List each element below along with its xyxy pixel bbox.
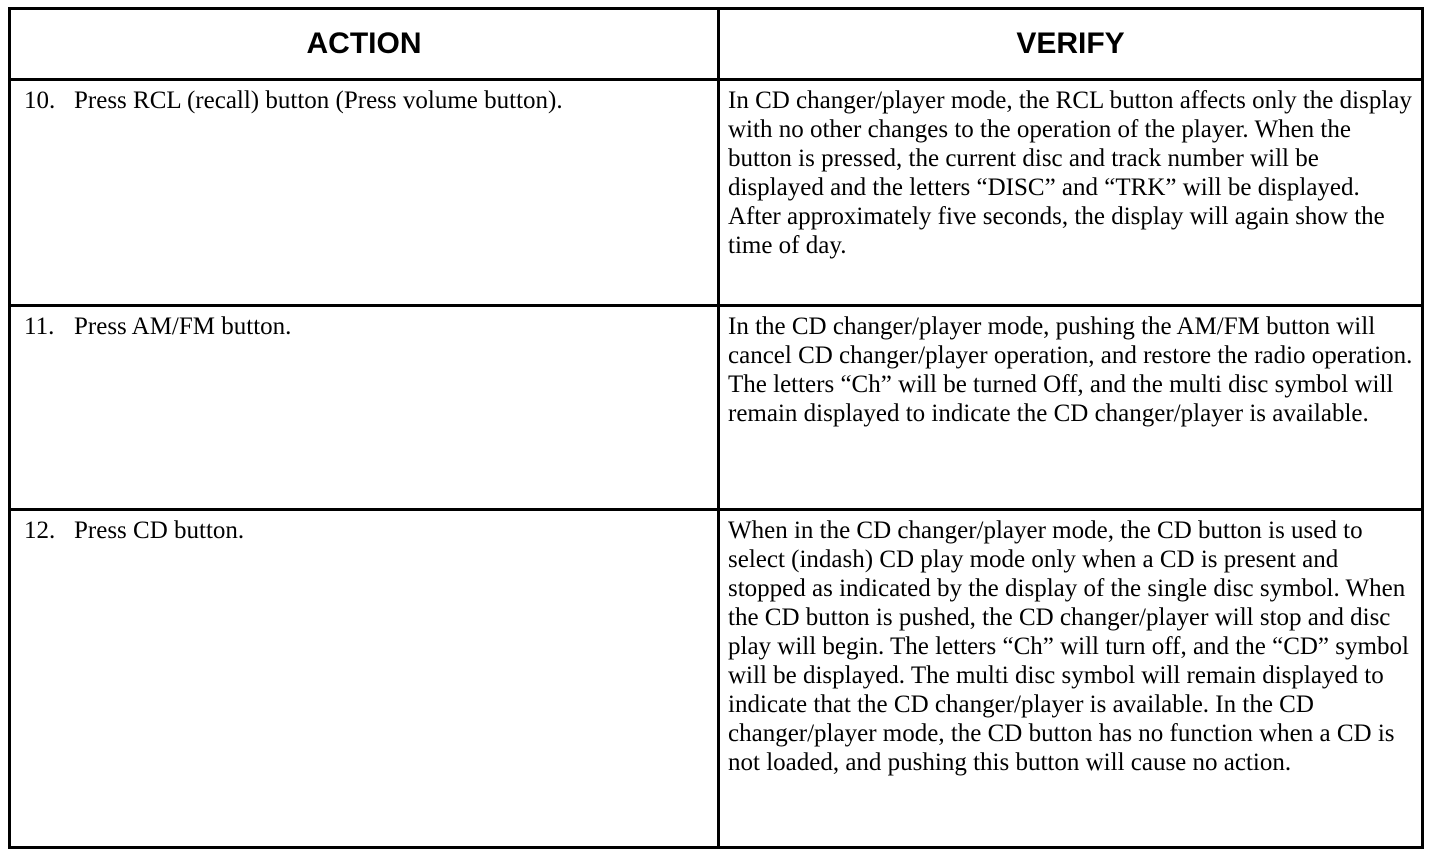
table-header-row bbox=[10, 9, 1423, 80]
table-row bbox=[10, 80, 1423, 306]
action-cell bbox=[10, 510, 719, 848]
table-row bbox=[10, 306, 1423, 510]
verify-text: In the CD changer/player mode, pushing the AM/FM button will cancel CD changer/player operation, and restore the radio operation. The letters “Ch” will be turned Off, and the multi disc symbol will remain displayed to indicate the CD changer/player is available. bbox=[728, 313, 1413, 427]
action-text: Press AM/FM button. bbox=[74, 313, 292, 340]
action-column-header: ACTION bbox=[10, 9, 719, 80]
verify-cell bbox=[719, 80, 1423, 306]
verify-text: When in the CD changer/player mode, the CD button is used to select (indash) CD play mode only when a CD is present and stopped as indicated by the display of the single disc symbol. When the CD button is pushed, the CD changer/player will stop and disc play will begin. The letters “Ch” will turn off, and the “CD” symbol will be displayed. The multi disc symbol will remain displayed to indicate that the CD changer/player is available. In the CD changer/player mode, the CD button has no function when a CD is not loaded, and pushing this button will cause no action. bbox=[728, 517, 1409, 776]
step-number: 11. bbox=[24, 313, 55, 340]
table-row bbox=[10, 510, 1423, 848]
action-text: Press RCL (recall) button (Press volume button). bbox=[74, 87, 563, 114]
verify-cell bbox=[719, 510, 1423, 848]
action-verify-table bbox=[8, 7, 1424, 849]
step-number: 10. bbox=[24, 87, 56, 114]
action-cell bbox=[10, 80, 719, 306]
verify-cell bbox=[719, 306, 1423, 510]
verify-column-header: VERIFY bbox=[719, 9, 1423, 80]
action-text: Press CD button. bbox=[74, 517, 245, 544]
action-cell bbox=[10, 306, 719, 510]
step-number: 12. bbox=[24, 517, 56, 544]
verify-text: In CD changer/player mode, the RCL button affects only the display with no other changes to the operation of the player. When the button is pressed, the current disc and track number will be displayed and the letters “DISC” and “TRK” will be displayed. After approximately five seconds, the display will again show the time of day. bbox=[728, 87, 1412, 259]
